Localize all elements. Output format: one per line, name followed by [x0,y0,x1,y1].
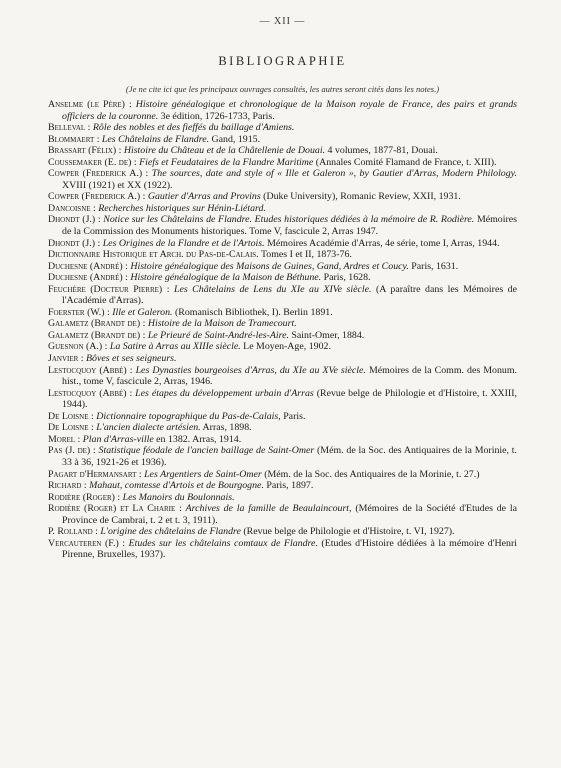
entry-details: Mémoires de la Commission des Monuments historiques. Tome V, fascicule 2, Arras 1947. [62,214,517,238]
entry-title: Archives de la famille de Beaulaincourt, [185,503,352,515]
entry-title: Notice sur les Châtelains de Flandre. Etudes historiques dédiées à la mémoire de R. Rodière. [103,214,475,226]
entry-author: De Loisne [48,410,89,422]
entry-details: 4 volumes, 1877-81, Douai. [325,145,438,157]
entry-separator: : [124,99,136,110]
entry-details: Mémoires de la Comm. des Monum. hist., tome V, fascicule 2, Arras, 1946. [62,364,518,388]
entry-author: De Loisne [48,422,89,434]
entry-author: P. Rolland [48,526,93,538]
entry-separator: : [126,364,136,376]
section-heading: BIBLIOGRAPHIE [218,54,347,68]
entry-details: Gand, 1915. [209,133,261,145]
entry-title: L'origine des châtelains de Flandre [100,526,241,538]
entry-author: Dancoisne [48,202,91,214]
entry-author: Rodière (Roger) [48,491,115,503]
entry-title: Les Châtelains de Flandre. [101,133,210,145]
bibliography-entry [48,214,517,237]
entry-separator: : [78,353,86,365]
entry-author: Pas (J. de) [48,445,91,457]
entry-author: Galametz (Brandt de) [48,329,141,341]
entry-separator: : [136,468,145,480]
entry-details: Le Moyen-Age, 1902. [240,341,331,353]
entry-details: (Duke University), Romanic Review, XXII, 1931. [260,191,461,203]
entry-author: Dhondt (J.) [48,237,95,249]
bibliography-entry [48,272,517,284]
entry-separator: : [81,480,90,492]
bibliography-entry [48,284,517,307]
entry-author: Pagart d'Hermansart [48,468,137,480]
bibliography-entry [48,157,517,169]
entry-title: Les étapes du développement urbain d'Arras [135,387,314,399]
entry-details: (Mémoires de la Société d'Etudes de la Province de Cambrai, t. 2 et t. 3, 1911). [62,503,517,526]
bibliography-entry [48,168,517,191]
entry-separator: : [95,237,103,249]
entry-details: Tomes I et II, 1873-76. [260,249,352,261]
entry-author: Cowper (Frederick A.) [48,191,141,203]
entry-title: Rôle des nobles et des fieffés du baillage d'Amiens. [92,122,295,134]
entry-title: Histoire généalogique et chronologique de la Maison royale de France, des pairs et grands officiers de la couronne. [62,99,517,122]
bibliography-entry [48,411,517,423]
bibliography-entry [48,238,517,250]
bibliography-entry [48,422,517,434]
entry-separator: : [162,283,174,295]
entry-title: L'ancien dialecte artésien. [96,422,201,434]
entry-author: Anselme (le Père) [48,99,125,110]
entry-separator: : [88,422,97,434]
entry-details: (Revue belge de Philologie et d'Histoire, t. VI, 1927). [240,526,455,538]
entry-author: Lestocquoy (Abbé) [48,364,127,376]
entry-author: Vercauteren (F.) [48,537,119,549]
entry-separator: : [94,133,102,145]
bibliography-entry [48,388,517,411]
entry-author: Duchesne (André) [48,272,123,284]
entry-title: Plan d'Arras-ville [82,433,154,445]
entry-separator: : [95,214,104,226]
entry-title: Dictionnaire topographique du Pas-de-Calais, [96,410,281,422]
entry-title: Histoire généalogique de la Maison de Béthune. [130,272,322,284]
bibliography-entry [48,191,517,203]
entry-details: Saint-Omer, 1884. [288,329,365,341]
entry-title: Bôves et ses seigneurs. [85,353,177,365]
entry-details: 3e édition, 1726-1733, Paris. [158,110,275,122]
entry-details: Paris, 1628. [321,272,371,284]
entry-title: Histoire de la Maison de Tramecourt. [147,318,297,330]
bibliography-entry [48,480,517,492]
entry-details: (Annales Comité Flamand de France, t. XIII). [313,156,497,168]
entry-author: Morel [48,433,76,445]
entry-title: Gautier d'Arras and Provins [147,191,261,203]
entry-title: Les Dynasties bourgeoises d'Arras, du XIe au XVe siècle. [135,364,366,376]
page-number: — XII — [259,16,306,27]
bibliography-entry [48,203,517,215]
bibliography-entry [48,365,517,388]
bibliography-entry [48,538,517,561]
bibliography-entry [48,307,517,319]
entry-author: Galametz (Brandt de) [48,318,141,330]
entry-separator: : [131,156,140,168]
bibliography-entry [48,341,517,353]
entry-title: Histoire du Château et de la Châtellenie de Douai. [123,145,326,157]
bibliography-entry [48,99,517,122]
bibliography-entry [48,503,517,526]
entry-details: (Mém. de la Soc. des Antiquaires de la Morinie, t. 27.) [261,468,480,480]
entry-title: Etudes sur les châtelains comtaux de Flandre. [128,537,318,549]
entry-separator: : [75,433,83,445]
entry-title: Ille et Galeron. [112,306,173,318]
entry-author: Dhondt (J.) [48,214,96,226]
entry-title: La Satire à Arras au XIIIe siècle. [109,341,241,353]
entry-author: Foerster (W.) [48,306,105,318]
entry-author: Feuchère (Docteur Pierre) [48,283,163,295]
entry-separator: : [114,491,123,503]
entry-title: Les Châtelains de Lens du XIe au XIVe siècle. [173,283,372,295]
entry-author: Coussemaker (E. de) [48,156,132,168]
entry-separator: : [122,260,131,272]
bibliography-entry [48,526,517,538]
entry-separator: : [140,318,148,330]
bibliography-entry [48,492,517,504]
entry-author: Lestocquoy (Abbé) [48,387,127,399]
entry-separator: : [88,410,97,422]
entry-title: Histoire généalogique des Maisons de Guines, Gand, Ardres et Coucy. [130,260,409,272]
entry-separator: : [85,122,93,134]
entry-details: Mémoires Académie d'Arras, 4e série, tome I, Arras, 1944. [264,237,500,249]
bibliography-entry [48,330,517,342]
entry-separator: : [92,526,101,538]
entry-separator: : [90,445,99,457]
entry-separator: : [140,191,148,203]
entry-author: Janvier [48,353,79,365]
entry-author: Dictionnaire Historique et Arch. du Pas-de-Calais. [48,249,259,261]
bibliography-entry [48,445,517,468]
entry-separator: : [122,272,131,284]
bibliography-entry [48,122,517,134]
entry-separator: : [140,329,148,341]
entry-separator: : [175,503,186,515]
entry-separator: : [90,202,99,214]
bibliography-entry [48,261,517,273]
entry-separator: : [102,341,110,353]
entry-title: Statistique féodale de l'ancien baillage de Saint-Omer [98,445,315,457]
bibliography-entry [48,469,517,481]
entry-details: (Romanisch Bibliothek, I). Berlin 1891. [172,306,333,318]
entry-title: Le Prieuré de Saint-André-les-Aire. [147,329,289,341]
entry-title: Fiefs et Feudataires de la Flandre Maritime [139,156,314,168]
entry-author: Rodière (Roger) et La Charie [48,503,176,515]
entry-details: (Revue belge de Philologie et d'Histoire, t. XXIII, 1944). [62,387,517,411]
editorial-note: (Je ne cite ici que les principaux ouvrages consultés, les autres seront cités dans les notes.) [125,84,440,94]
entry-author: Guesnon (A.) [48,341,103,353]
entry-author: Blommaert [48,133,95,145]
entry-author: Richard [48,480,82,492]
entry-details: (Etudes d'Histoire dédiées à la mémoire d'Henri Pirenne, Bruxelles, 1937). [62,537,518,561]
bibliography-entry [48,353,517,365]
entry-separator: : [126,387,136,399]
bibliography-entry [48,134,517,146]
entry-separator: : [104,306,113,318]
bibliography-list [48,99,517,561]
bibliography-entry [48,145,517,157]
entry-details: Paris, 1897. [263,480,314,492]
entry-title: Les Argentiers de Saint-Omer [144,468,262,480]
bibliography-entry [48,249,517,261]
entry-details: (A paraître dans les Mémoires de l'Académie d'Arras). [62,283,517,307]
entry-details: Paris, 1631. [408,260,459,272]
entry-title: Mahaut, comtesse d'Artois et de Bourgogne. [89,480,264,492]
entry-details: XVIII (1921) et XX (1922). [62,179,173,191]
entry-details: Paris. [280,410,306,422]
entry-title: The sources, date and style of « Ille et Galeron », by Gautier d'Arras, Modern Philology. [151,168,517,180]
bibliography-entry [48,318,517,330]
entry-author: Brassart (Félix) [48,145,117,157]
bibliography-entry [48,434,517,446]
entry-separator: : [116,145,124,157]
entry-author: Cowper (Frederick A.) [48,168,143,180]
entry-title: Recherches historiques sur Hénin-Liétard. [98,202,266,214]
entry-separator: : [142,168,152,180]
entry-separator: : [118,537,129,549]
entry-details: (Mém. de la Soc. des Antiquaires de la Morinie, t. 33 à 36, 1921-26 et 1936). [62,445,517,468]
entry-title: Les Manoirs du Boulonnais. [122,491,235,503]
entry-details: Arras, 1898. [200,422,252,434]
entry-author: Belleval [48,122,86,134]
entry-title: Les Origines de la Flandre et de l'Artois. [102,237,265,249]
entry-author: Duchesne (André) [48,260,123,272]
entry-details: en 1382. Arras, 1914. [153,433,242,445]
